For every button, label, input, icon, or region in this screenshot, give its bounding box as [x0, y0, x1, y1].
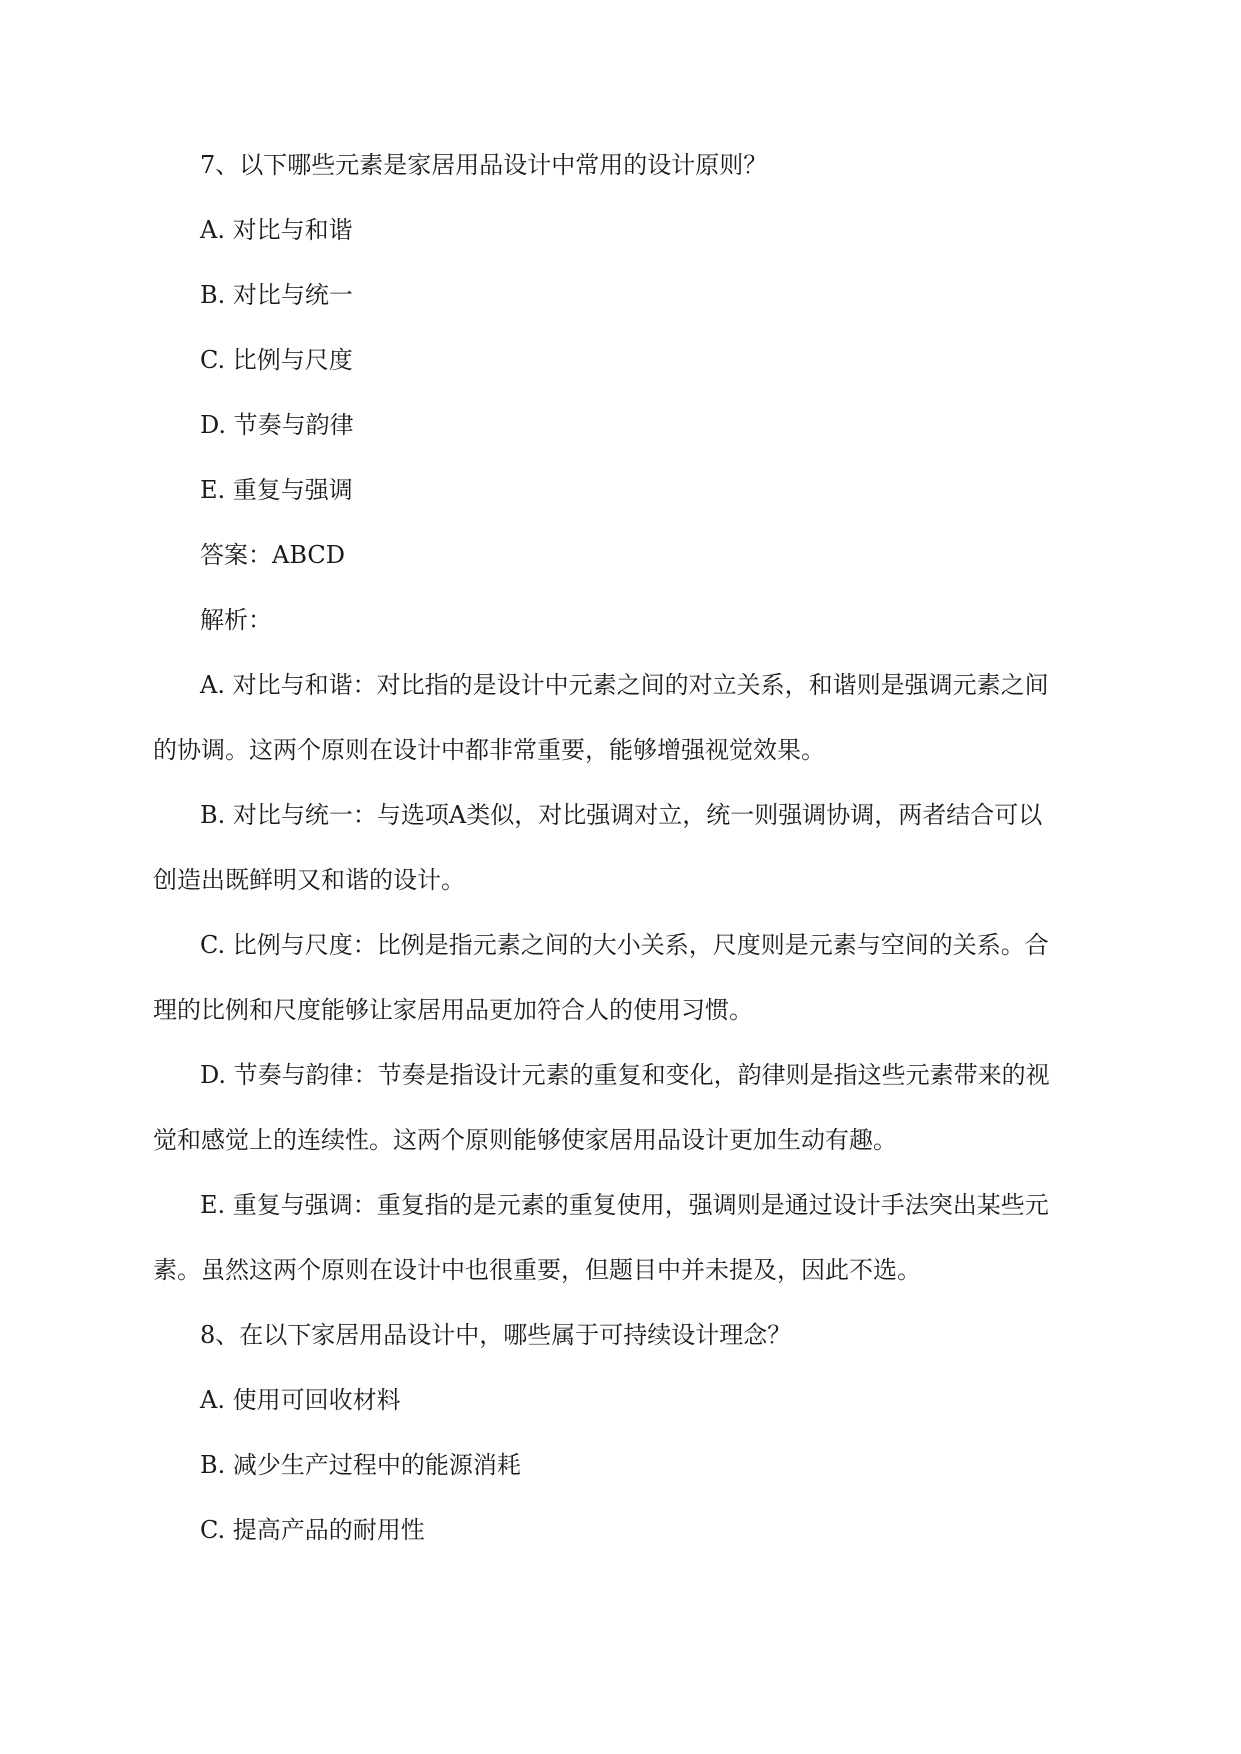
question-8: 8、在以下家居用品设计中，哪些属于可持续设计理念？: [200, 1321, 792, 1349]
q7-option-d: D. 节奏与韵律: [200, 411, 354, 439]
q8-option-a: A. 使用可回收材料: [200, 1386, 401, 1414]
analysis-e-line2: 素。虽然这两个原则在设计中也很重要，但题目中并未提及，因此不选。: [153, 1256, 921, 1284]
q8-option-b: B. 减少生产过程中的能源消耗: [200, 1451, 521, 1479]
analysis-e-line1: E. 重复与强调：重复指的是元素的重复使用，强调则是通过设计手法突出某些元: [200, 1191, 1049, 1219]
analysis-a-line1: A. 对比与和谐：对比指的是设计中元素之间的对立关系，和谐则是强调元素之间: [200, 671, 1049, 699]
analysis-b-line2: 创造出既鲜明又和谐的设计。: [153, 866, 465, 894]
analysis-b-line1: B. 对比与统一：与选项A类似，对比强调对立，统一则强调协调，两者结合可以: [200, 801, 1043, 829]
analysis-c-line2: 理的比例和尺度能够让家居用品更加符合人的使用习惯。: [153, 996, 753, 1024]
q7-answer: 答案：ABCD: [200, 541, 346, 569]
q7-analysis-label: 解析：: [200, 606, 272, 634]
q8-option-c: C. 提高产品的耐用性: [200, 1516, 425, 1544]
analysis-c-line1: C. 比例与尺度：比例是指元素之间的大小关系，尺度则是元素与空间的关系。合: [200, 931, 1049, 959]
analysis-d-line2: 觉和感觉上的连续性。这两个原则能够使家居用品设计更加生动有趣。: [153, 1126, 897, 1154]
q7-option-b: B. 对比与统一: [200, 281, 353, 309]
analysis-d-line1: D. 节奏与韵律：节奏是指设计元素的重复和变化，韵律则是指这些元素带来的视: [200, 1061, 1050, 1089]
q7-option-a: A. 对比与和谐: [200, 216, 353, 244]
q7-option-e: E. 重复与强调: [200, 476, 353, 504]
analysis-a-line2: 的协调。这两个原则在设计中都非常重要，能够增强视觉效果。: [153, 736, 825, 764]
question-7: 7、以下哪些元素是家居用品设计中常用的设计原则？: [200, 151, 768, 179]
q7-option-c: C. 比例与尺度: [200, 346, 353, 374]
